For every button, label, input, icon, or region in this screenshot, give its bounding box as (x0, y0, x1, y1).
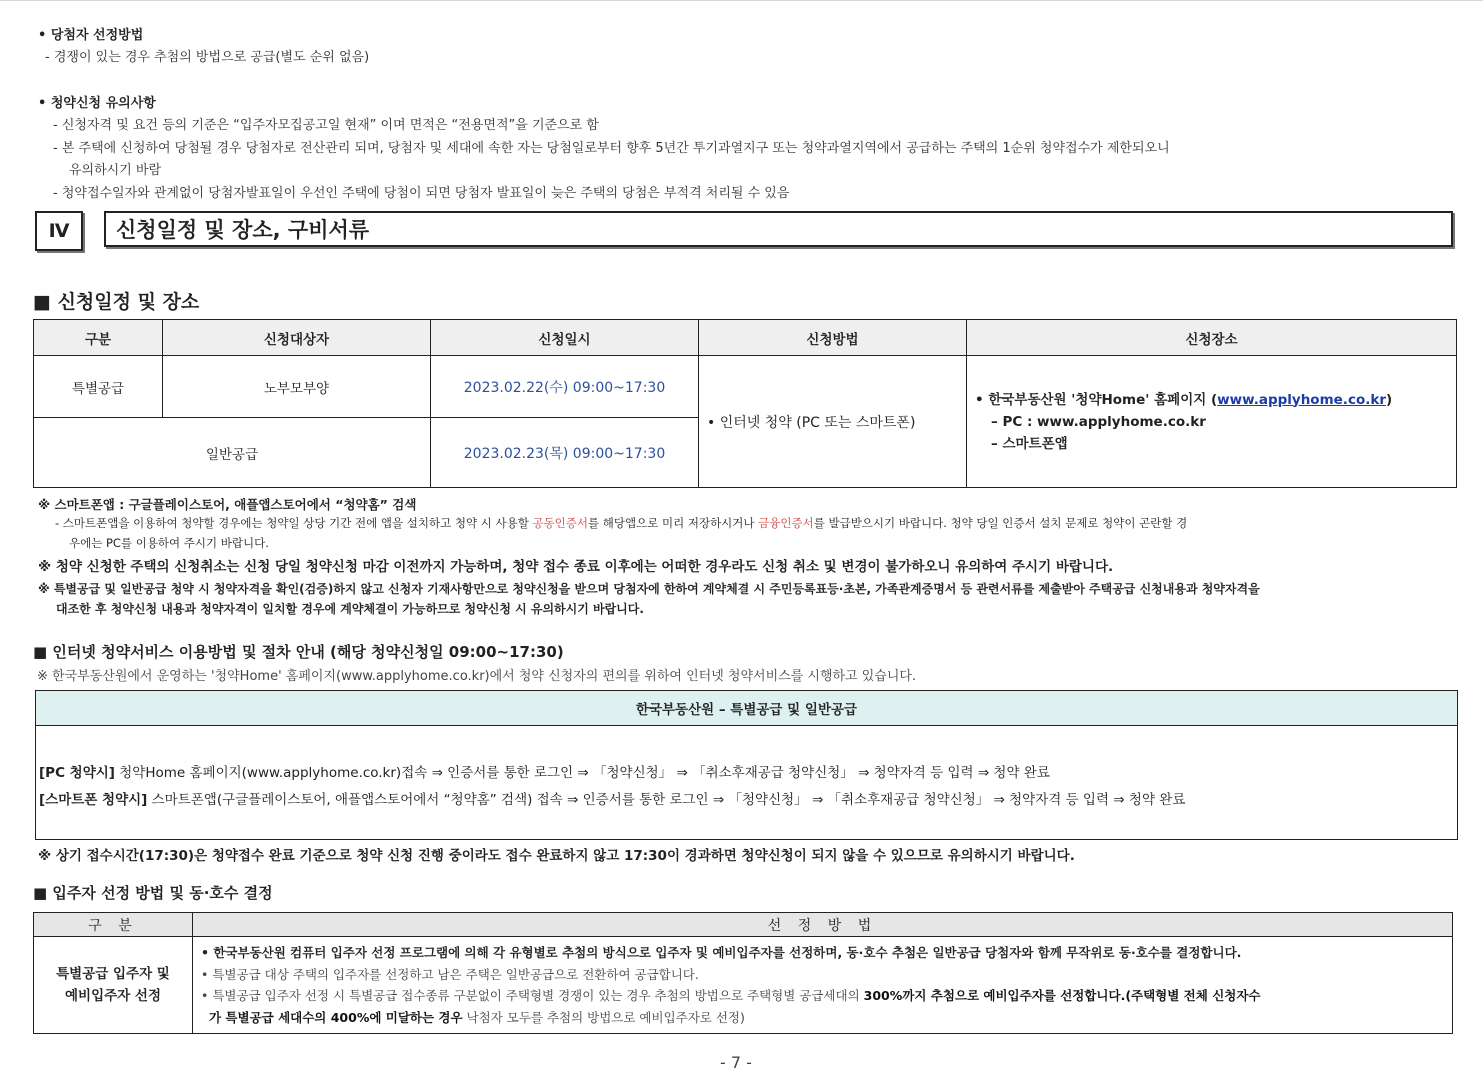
place-line-1: • 한국부동산원 '청약Home' 홈페이지 (www.applyhome.co.kr) (975, 391, 1393, 408)
applyhome-link[interactable]: www.applyhome.co.kr (1217, 391, 1386, 408)
schedule-table (33, 319, 1457, 488)
selection-row-label: 특별공급 입주자 및 예비입주자 선정 (34, 937, 193, 1034)
schedule-col-target: 신청대상자 (163, 320, 431, 356)
winners-heading: • 당첨자 선정방법 (38, 28, 144, 43)
selection-bullet-1: • 한국부동산원 컴퓨터 입주자 선정 프로그램에 의해 각 유형별로 추첨의 방식으로 입주자 및 예비입주자를 선정하며, 동·호수 추첨은 일반공급 당첨자와 함께 무작위로 동·호수를 결정합니다. (201, 945, 1242, 960)
mobile-label: [스마트폰 청약시] (39, 792, 148, 808)
schedule-place (967, 356, 1457, 488)
page-number: - 7 - (720, 1053, 752, 1072)
row1-datetime: 2023.02.22(수) 09:00~17:30 (431, 356, 699, 418)
place-line-2: – PC : www.applyhome.co.kr (991, 413, 1206, 430)
top-rule (0, 0, 1483, 1)
note-cancel: ※ 청약 신청한 주택의 신청취소는 신청 당일 청약신청 마감 이전까지 가능하며, 청약 접수 종료 이후에는 어떠한 경우라도 신청 취소 및 변경이 불가하오니 유의하여 주시기 바랍니다. (38, 559, 1114, 575)
selection-heading: ■ 입주자 선정 방법 및 동·호수 결정 (33, 884, 273, 902)
note-smartphone: ※ 스마트폰앱 : 구글플레이스토어, 애플앱스토어에서 “청약홈” 검색 (38, 497, 417, 512)
cert-financial: 금융인증서 (758, 516, 814, 530)
note-verify-cont: 대조한 후 청약신청 내용과 청약자격이 일치할 경우에 계약체결이 가능하므로 청약신청 시 유의하시기 바랍니다. (56, 602, 644, 616)
selection-col-type: 구 분 (34, 913, 193, 937)
selection-bullet-3-cont: 가 특별공급 세대수의 400%에 미달하는 경우 낙첨자 모두를 추첨의 방법으로 예비입주자로 선정) (209, 1009, 745, 1025)
mobile-steps: [스마트폰 청약시] 스마트폰앱(구글플레이스토어, 애플앱스토어에서 “청약홈” 검색) 접속 ⇒ 인증서를 통한 로그인 ⇒ 「청약신청」 ⇒ 「취소후재공급 청약신청」 ⇒ 청약자격 등 입력 ⇒ 청약 완료 (39, 792, 1186, 808)
schedule-col-type: 구분 (34, 320, 163, 356)
row2-datetime: 2023.02.23(목) 09:00~17:30 (431, 418, 699, 488)
selection-row-content (193, 937, 1453, 1034)
note-smartphone-detail-cont: 우에는 PC를 이용하여 주시기 바랍니다. (69, 536, 269, 550)
cert-joint: 공동인증서 (532, 516, 589, 530)
selection-bullet-2: • 특별공급 대상 주택의 입주자를 선정하고 남은 주택은 일반공급으로 전환하여 공급합니다. (201, 966, 699, 982)
internet-desc: ※ 한국부동산원에서 운영하는 '청약Home' 홈페이지(www.applyhome.co.kr)에서 청약 신청자의 편의를 위하여 인터넷 청약서비스를 시행하고 있습니다. (37, 669, 917, 684)
selection-bullet-3: • 특별공급 입주자 선정 시 특별공급 접수종류 구분없이 주택형별 경쟁이 있는 경우 추첨의 방법으로 주택형별 공급세대의 300%까지 추첨으로 예비입주자를 선정합니다.(주택형별 전체 신청자수 (201, 988, 1261, 1003)
schedule-col-method: 신청방법 (699, 320, 967, 356)
schedule-heading: ■ 신청일정 및 장소 (33, 291, 200, 313)
selection-table (33, 912, 1453, 1034)
row1-target: 노부모부양 (163, 356, 431, 418)
cautions-line-3: - 청약접수일자와 관계없이 당첨자발표일이 우선인 주택에 당첨이 되면 당첨자 발표일이 늦은 주택의 당첨은 부적격 처리될 수 있음 (53, 186, 790, 201)
cautions-line-2: - 본 주택에 신청하여 당첨될 경우 당첨자로 전산관리 되며, 당첨자 및 세대에 속한 자는 당첨일로부터 향후 5년간 투기과열지구 또는 청약과열지역에서 공급하는 주택의 1순위 청약접수가 제한되오니 (53, 141, 1170, 156)
schedule-method: • 인터넷 청약 (PC 또는 스마트폰) (699, 356, 967, 488)
place-line-3: – 스마트폰앱 (991, 435, 1068, 452)
row1-type: 특별공급 (34, 356, 163, 418)
section-number: Ⅳ (35, 211, 83, 251)
note-verify: ※ 특별공급 및 일반공급 청약 시 청약자격을 확인(검증)하지 않고 신청자 기재사항만으로 청약신청을 받으며 당첨자에 한하여 계약체결 시 주민등록표등·초본, 가족관계증명서 등 관련서류를 제출받아 주택공급 신청내용과 청약자격을 (38, 582, 1260, 596)
schedule-col-datetime: 신청일시 (431, 320, 699, 356)
pc-steps: [PC 청약시] 청약Home 홈페이지(www.applyhome.co.kr)접속 ⇒ 인증서를 통한 로그인 ⇒ 「청약신청」 ⇒ 「취소후재공급 청약신청」 ⇒ 청약자격 등 입력 ⇒ 청약 완료 (39, 765, 1050, 781)
cautions-line-1: - 신청자격 및 요건 등의 기준은 “입주자모집공고일 현재” 이며 면적은 “전용면적”을 기준으로 함 (53, 118, 599, 133)
note-smartphone-detail: - 스마트폰앱을 이용하여 청약할 경우에는 청약일 상당 기간 전에 앱을 설치하고 청약 시 사용할 공동인증서를 해당앱으로 미리 저장하시거나 금융인증서를 발급받으시기 바랍니다. 청약 당일 인증서 설치 문제로 청약이 곤란할 경 (55, 516, 1188, 530)
selection-col-method: 선 정 방 법 (193, 913, 1453, 937)
pc-label: [PC 청약시] (39, 765, 115, 781)
internet-box (35, 690, 1458, 840)
internet-heading: ■ 인터넷 청약서비스 이용방법 및 절차 안내 (해당 청약신청일 09:00~17:30) (33, 643, 564, 661)
cautions-heading: • 청약신청 유의사항 (38, 96, 156, 111)
winners-line: - 경쟁이 있는 경우 추첨의 방법으로 공급(별도 순위 없음) (45, 50, 370, 65)
schedule-col-place: 신청장소 (967, 320, 1457, 356)
section-title: 신청일정 및 장소, 구비서류 (104, 211, 1453, 247)
row2-type: 일반공급 (34, 418, 431, 488)
note-deadline: ※ 상기 접수시간(17:30)은 청약접수 완료 기준으로 청약 신청 진행 중이라도 접수 완료하지 않고 17:30이 경과하면 청약신청이 되지 않을 수 있으므로 유의하시기 바랍니다. (38, 848, 1075, 864)
internet-box-title: 한국부동산원 – 특별공급 및 일반공급 (36, 691, 1457, 726)
cautions-line-2-cont: 유의하시기 바람 (69, 163, 162, 178)
